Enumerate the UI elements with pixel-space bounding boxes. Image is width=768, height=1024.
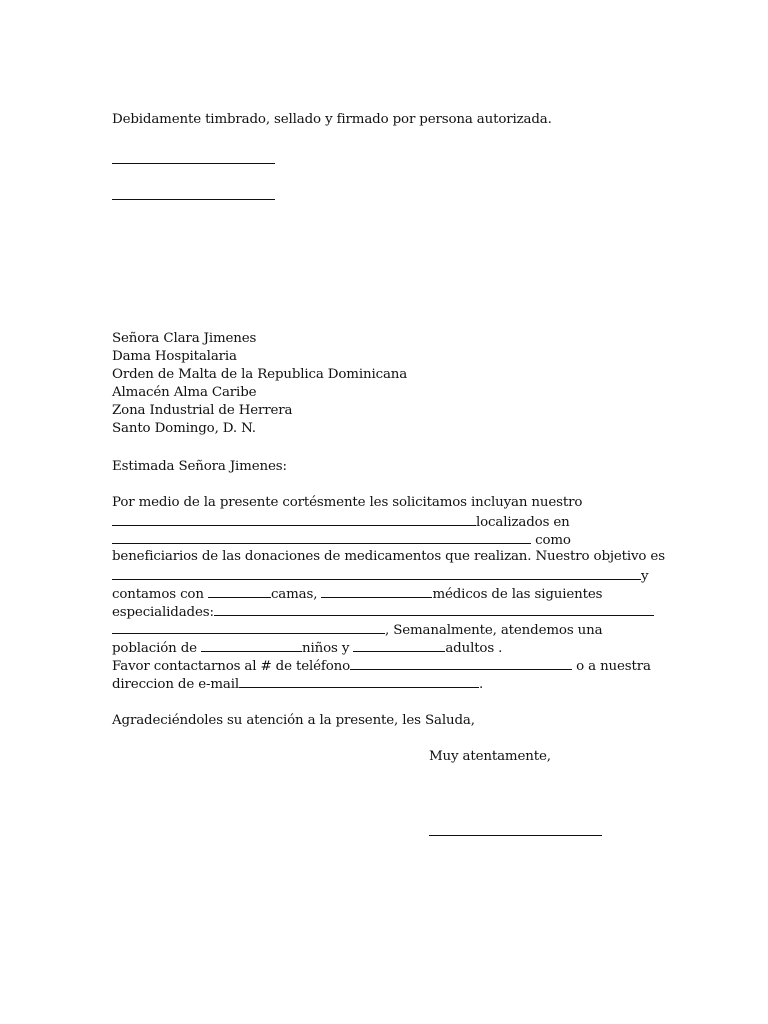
body-line	[112, 584, 602, 604]
salutation: Estimada Señora Jimenes:	[112, 459, 287, 474]
header-note: Debidamente timbrado, sellado y firmado por persona autorizada.	[112, 112, 552, 127]
address-line: Señora Clara Jimenes	[112, 331, 257, 346]
doctors-count-blank[interactable]	[321, 584, 432, 598]
email-blank[interactable]	[239, 674, 479, 688]
body-text: , Semanalmente, atendemos una	[385, 623, 603, 638]
address-line: Santo Domingo, D. N.	[112, 421, 256, 436]
body-line	[112, 656, 651, 676]
body-text: población de	[112, 641, 201, 656]
body-text: camas,	[270, 587, 322, 602]
specialties-continued-blank[interactable]	[112, 620, 385, 634]
signature-line-bottom	[429, 835, 602, 836]
specialties-blank[interactable]	[214, 602, 654, 616]
body-line	[112, 530, 571, 550]
body-line	[112, 602, 654, 622]
phone-blank[interactable]	[350, 656, 572, 670]
address-line: Almacén Alma Caribe	[112, 385, 257, 400]
body-text: contamos con	[112, 587, 208, 602]
address-line: Orden de Malta de la Republica Dominicana	[112, 367, 408, 382]
body-text: y	[641, 569, 649, 584]
closing: Muy atentamente,	[429, 749, 551, 764]
body-line	[112, 566, 648, 586]
body-line: Por medio de la presente cortésmente les solicitamos incluyan nuestro	[112, 495, 583, 510]
closing-thanks: Agradeciéndoles su atención a la presente, les Saluda,	[112, 713, 475, 728]
body-text: Favor contactarnos al # de teléfono	[112, 659, 350, 674]
body-text: especialidades:	[112, 605, 214, 620]
address-line: Dama Hospitalaria	[112, 349, 237, 364]
body-text: o a nuestra	[572, 659, 651, 674]
address-line: Zona Industrial de Herrera	[112, 403, 293, 418]
body-line	[112, 674, 483, 694]
body-text: .	[479, 677, 484, 692]
children-count-blank[interactable]	[201, 638, 302, 652]
body-text: direccion de e-mail	[112, 677, 240, 692]
body-text: niños y	[302, 641, 354, 656]
body-line	[112, 638, 502, 658]
beds-count-blank[interactable]	[208, 584, 271, 598]
body-text: localizados en	[476, 515, 570, 530]
adults-count-blank[interactable]	[353, 638, 445, 652]
body-line	[112, 620, 602, 640]
signature-line-top-2	[112, 199, 275, 200]
body-text: adultos .	[445, 641, 503, 656]
signature-line-top-1	[112, 163, 275, 164]
body-line: beneficiarios de las donaciones de medicamentos que realizan. Nuestro objetivo es	[112, 549, 665, 564]
location-blank[interactable]	[112, 530, 531, 544]
body-text: médicos de las siguientes	[432, 587, 603, 602]
objective-blank[interactable]	[112, 566, 641, 580]
institution-name-blank[interactable]	[112, 512, 476, 526]
body-text: como	[531, 533, 571, 548]
body-line	[112, 512, 570, 532]
